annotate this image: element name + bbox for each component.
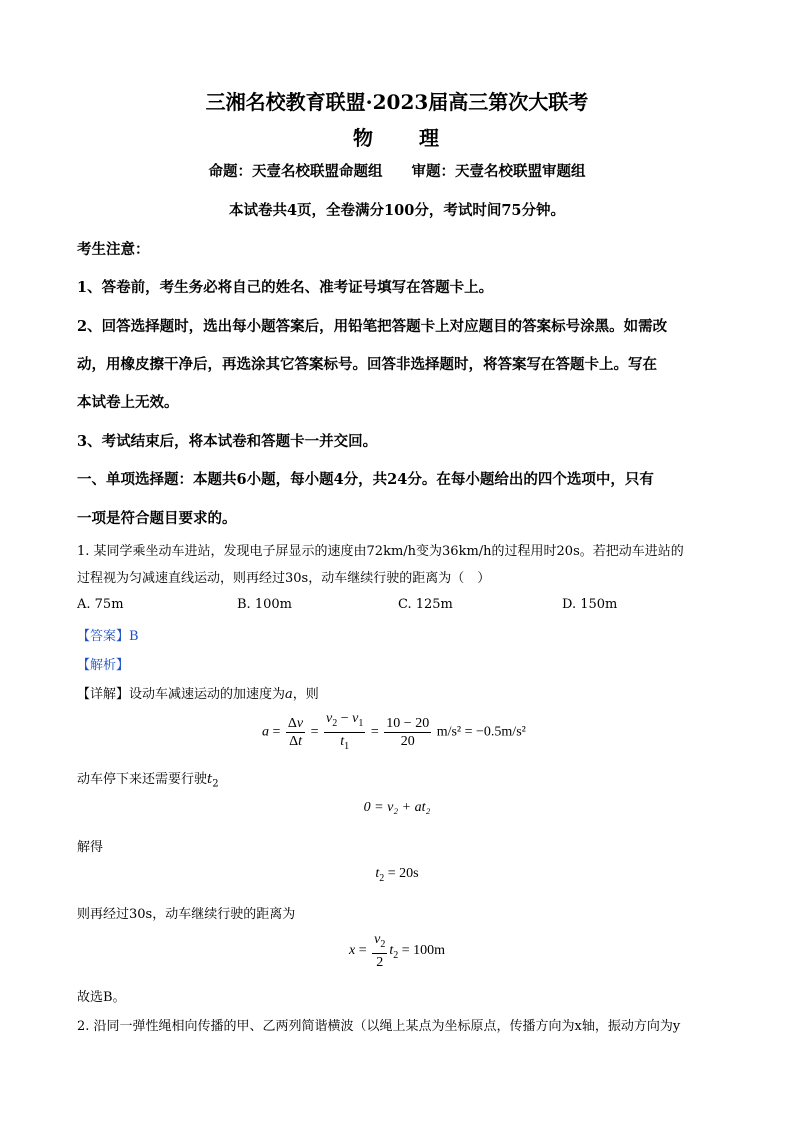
eq1-result: m/s² = −0.5m/s²: [436, 724, 526, 740]
question-2-stem-line-1: 2. 沿同一弹性绳相向传播的甲、乙两列简谐横波（以绳上某点为坐标原点，传播方向为x轴，振动方向为y: [77, 1019, 681, 1034]
eq3-rhs: = 20s: [387, 866, 419, 881]
notice-item-3: 3、考试结束后，将本试卷和答题卡一并交回。: [77, 433, 378, 450]
equation-distance: x = $\frac{v_2}{2}$ $t_2 = 100m$: [348, 931, 446, 970]
equation-acceleration: a = $\frac{\Delta v}{\Delta t}$ = $\frac{v_2 - v_1}{t_1}$ = $\frac{10 - 20}{20}$ m/s² = −0.5m/s²: [262, 711, 526, 752]
distance-text: 则再经过30s，动车继续行驶的距离为: [77, 907, 296, 922]
solve-text: 解得: [77, 840, 104, 855]
equation-time: $t_2 = 20s$: [375, 866, 419, 884]
notice-item-1: 1、答卷前，考生务必将自己的姓名、准考证号填写在答题卡上。: [77, 279, 494, 296]
exam-title: 三湘名校教育联盟·2023届高三第次大联考: [205, 90, 589, 114]
subject-title: 物 理: [353, 126, 441, 150]
section-heading-line-1: 一、单项选择题：本题共6小题，每小题4分，共24分。在每小题给出的四个选项中，只有: [77, 471, 654, 488]
answer-label: 【答案】B: [77, 629, 139, 644]
detail-intro: 【详解】设动车减速运动的加速度为: [77, 687, 286, 702]
section-heading-line-2: 一项是符合题目要求的。: [77, 510, 237, 527]
makers-line: 命题：天壹名校联盟命题组 审题：天壹名校联盟审题组: [208, 163, 586, 180]
equation-stop: 0 = v₂ + at₂: [363, 800, 431, 815]
option-c: C. 125m: [398, 597, 453, 612]
notice-item-2-line-1: 2、回答选择题时，选出每小题答案后，用铅笔把答题卡上对应题目的答案标号涂黑。如需改: [77, 318, 668, 335]
detail-tail: ，则: [292, 687, 319, 702]
notice-item-2-line-3: 本试卷上无效。: [77, 394, 179, 411]
eq1-denominator: 20: [400, 733, 415, 749]
question-1-stem-line-1: 1. 某同学乘坐动车进站，发现电子屏显示的速度由72km/h变为36km/h的过程用时20s。若把动车进站的: [77, 544, 684, 559]
acceleration-var: a: [285, 687, 293, 702]
option-d: D. 150m: [562, 597, 618, 612]
notice-item-2-line-2: 动，用橡皮擦干净后，再选涂其它答案标号。回答非选择题时，将答案写在答题卡上。写在: [77, 356, 657, 373]
conclusion: 故选B。: [77, 990, 126, 1005]
option-b: B. 100m: [237, 597, 292, 612]
eq1-numerator: 10 − 20: [386, 715, 430, 731]
option-a: A. 75m: [77, 597, 124, 612]
question-1-stem-line-2: 过程视为匀减速直线运动，则再经过30s，动车继续行驶的距离为（ ）: [77, 571, 491, 586]
notice-heading: 考生注意：: [77, 241, 150, 258]
analysis-label: 【解析】: [77, 658, 130, 673]
detail-line: [77, 683, 319, 702]
eq4-rhs: = 100m: [401, 943, 446, 958]
stop-text-line: 动车停下来还需要行驶$t_2$: [77, 772, 219, 790]
stop-text: 动车停下来还需要行驶: [77, 772, 208, 787]
exam-info: 本试卷共4页，全卷满分100分，考试时间75分钟。: [228, 202, 566, 219]
